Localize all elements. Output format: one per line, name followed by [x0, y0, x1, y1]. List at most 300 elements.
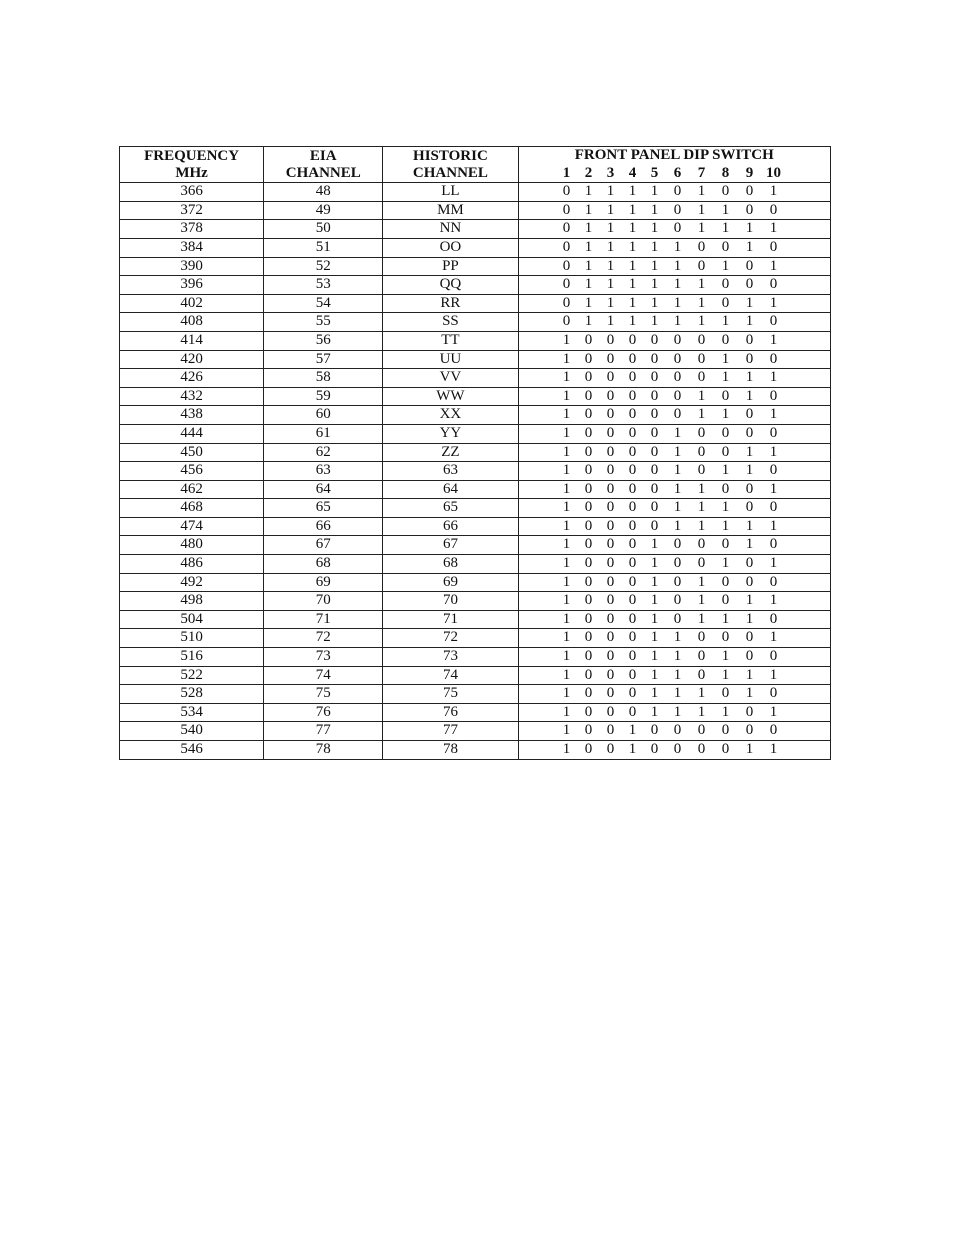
dip-group-1: [556, 667, 666, 685]
dip-bit: 0: [584, 555, 593, 572]
dip-bit: 0: [628, 462, 637, 479]
dip-bit: 0: [562, 313, 571, 330]
dip-bit: 0: [650, 722, 659, 739]
table-row: [120, 648, 831, 667]
eia-channel-cell: 64: [264, 480, 383, 499]
dip-bit: 1: [628, 257, 637, 274]
dip-group-1: [556, 536, 666, 554]
dip-bit: 1: [673, 462, 682, 479]
dip-bit: 1: [697, 610, 706, 627]
dip-group-2: [666, 592, 786, 610]
dip-bit: 0: [745, 201, 754, 218]
dip-bit: 0: [650, 443, 659, 460]
dip-switch-cell: [518, 294, 830, 313]
eia-channel-cell: 63: [264, 462, 383, 481]
dip-switch-cell: [518, 666, 830, 685]
frequency-cell: 396: [120, 276, 264, 295]
table-row: [120, 573, 831, 592]
dip-bit: 0: [650, 350, 659, 367]
dip-bit: 1: [697, 406, 706, 423]
dip-bit: 1: [745, 592, 754, 609]
eia-channel-cell: 73: [264, 648, 383, 667]
dip-number-row: [519, 165, 830, 182]
dip-group-2: [666, 351, 786, 369]
dip-bit: 1: [584, 257, 593, 274]
dip-bits: [519, 648, 830, 666]
dip-bit: 0: [721, 592, 730, 609]
historic-channel-cell: 67: [383, 536, 518, 555]
dip-bit: 1: [628, 220, 637, 237]
dip-bits: [519, 741, 830, 759]
dip-bit: 0: [745, 276, 754, 293]
dip-switch-cell: [518, 406, 830, 425]
dip-bit: 0: [697, 257, 706, 274]
dip-bit: 0: [584, 424, 593, 441]
historic-channel-cell: 72: [383, 629, 518, 648]
dip-bit: 1: [606, 238, 615, 255]
dip-switch-cell: [518, 536, 830, 555]
dip-bit: 0: [721, 387, 730, 404]
dip-bit: 0: [769, 350, 778, 367]
dip-bit: 1: [745, 741, 754, 757]
dip-bit: 0: [745, 555, 754, 572]
dip-group-2: [666, 499, 786, 517]
dip-bit: 1: [562, 555, 571, 572]
historic-channel-cell: 64: [383, 480, 518, 499]
dip-bit: 1: [606, 257, 615, 274]
dip-bit: 1: [606, 294, 615, 311]
dip-bit: 0: [584, 703, 593, 720]
dip-bit: 1: [721, 220, 730, 237]
dip-bit: 0: [628, 666, 637, 683]
dip-bit: 1: [650, 610, 659, 627]
dip-bit: 0: [606, 722, 615, 739]
dip-group-2: [666, 220, 786, 238]
frequency-cell: 504: [120, 610, 264, 629]
dip-bit: 1: [673, 629, 682, 646]
dip-bit: 1: [745, 387, 754, 404]
eia-channel-cell: 76: [264, 703, 383, 722]
dip-switch-cell: [518, 722, 830, 741]
dip-switch-cell: [518, 648, 830, 667]
dip-bits: [519, 220, 830, 238]
dip-bit: 1: [673, 443, 682, 460]
dip-bit: 0: [769, 238, 778, 255]
dip-bits: [519, 518, 830, 536]
dip-bit: 0: [606, 369, 615, 386]
dip-bit: 0: [650, 406, 659, 423]
dip-bits: [519, 351, 830, 369]
frequency-cell: 384: [120, 238, 264, 257]
dip-bit: 1: [721, 555, 730, 572]
eia-channel-cell: 74: [264, 666, 383, 685]
historic-channel-cell: 73: [383, 648, 518, 667]
dip-bit: 0: [769, 499, 778, 516]
dip-bit: 0: [562, 294, 571, 311]
dip-bit: 1: [745, 313, 754, 330]
dip-bit: 0: [628, 369, 637, 386]
dip-bit: 1: [697, 703, 706, 720]
dip-bits: [519, 388, 830, 406]
dip-bit: 0: [606, 685, 615, 702]
dip-bit: 0: [697, 741, 706, 757]
table-row: [120, 666, 831, 685]
historic-channel-cell: XX: [383, 406, 518, 425]
eia-channel-cell: 66: [264, 517, 383, 536]
eia-channel-cell: 72: [264, 629, 383, 648]
dip-bits: [519, 536, 830, 554]
dip-bit: 0: [562, 257, 571, 274]
dip-bit: 1: [673, 313, 682, 330]
table-row: [120, 443, 831, 462]
dip-bit: 0: [606, 424, 615, 441]
dip-switch-cell: [518, 443, 830, 462]
dip-bit: 1: [562, 722, 571, 739]
dip-group-1: [556, 220, 666, 238]
dip-bit: 1: [628, 201, 637, 218]
dip-group-1: [556, 741, 666, 759]
dip-group-1: [556, 704, 666, 722]
dip-bit: 0: [606, 555, 615, 572]
dip-bit: 0: [769, 462, 778, 479]
table-row: [120, 536, 831, 555]
dip-bit: 0: [628, 573, 637, 590]
dip-switch-cell: [518, 238, 830, 257]
frequency-cell: 408: [120, 313, 264, 332]
dip-bit: 0: [606, 406, 615, 423]
dip-bit: 0: [769, 313, 778, 330]
historic-channel-cell: 65: [383, 499, 518, 518]
dip-switch-header: [518, 147, 830, 165]
dip-bit: 1: [697, 387, 706, 404]
dip-bit: 1: [721, 201, 730, 218]
dip-bit: 0: [721, 183, 730, 200]
dip-bit: 0: [650, 517, 659, 534]
dip-switch-cell: [518, 369, 830, 388]
historic-channel-cell: ZZ: [383, 443, 518, 462]
dip-bit: 0: [673, 387, 682, 404]
dip-bit: 0: [628, 592, 637, 609]
dip-bit: 0: [721, 276, 730, 293]
dip-bit: 1: [697, 592, 706, 609]
frequency-cell: 372: [120, 201, 264, 220]
dip-bits: [519, 462, 830, 480]
frequency-cell: 468: [120, 499, 264, 518]
dip-group-2: [666, 685, 786, 703]
dip-bit: 1: [562, 369, 571, 386]
dip-bit: 1: [650, 592, 659, 609]
dip-bit: 1: [745, 443, 754, 460]
dip-bit: 1: [745, 536, 754, 553]
dip-bit: 1: [584, 201, 593, 218]
dip-group-1: [556, 258, 666, 276]
dip-switch-cell: [518, 424, 830, 443]
dip-switch-cell: [518, 592, 830, 611]
dip-bit: 1: [562, 517, 571, 534]
dip-bits: [519, 481, 830, 499]
table-row: [120, 722, 831, 741]
eia-channel-cell: 56: [264, 331, 383, 350]
dip-bit: 1: [721, 666, 730, 683]
dip-bit: 0: [650, 499, 659, 516]
table-row: [120, 276, 831, 295]
historic-channel-cell: OO: [383, 238, 518, 257]
dip-bit: 1: [562, 462, 571, 479]
dip-bit: 1: [650, 648, 659, 665]
dip-bit: 1: [745, 685, 754, 702]
dip-group-2: [666, 369, 786, 387]
historic-channel-cell: 71: [383, 610, 518, 629]
dip-bits: [519, 555, 830, 573]
dip-bit: 0: [769, 685, 778, 702]
dip-bit: 1: [628, 183, 637, 200]
eia-channel-header: [264, 147, 383, 183]
table-row: [120, 610, 831, 629]
dip-bit: 1: [721, 406, 730, 423]
dip-number: 8: [721, 164, 730, 181]
dip-bit: 0: [584, 462, 593, 479]
dip-bit: 0: [673, 183, 682, 200]
dip-bit: 0: [606, 331, 615, 348]
dip-group-2: [666, 611, 786, 629]
eia-channel-cell: 49: [264, 201, 383, 220]
dip-switch-cell: [518, 499, 830, 518]
frequency-cell: 522: [120, 666, 264, 685]
dip-bit: 0: [584, 536, 593, 553]
dip-group-1: [556, 388, 666, 406]
dip-bit: 0: [650, 741, 659, 757]
dip-bit: 1: [628, 276, 637, 293]
dip-bit: 1: [650, 294, 659, 311]
dip-switch-cell: [518, 257, 830, 276]
dip-bit: 0: [745, 629, 754, 646]
table-row: [120, 406, 831, 425]
eia-channel-cell: 51: [264, 238, 383, 257]
dip-bit: 0: [584, 741, 593, 757]
dip-bits: [519, 611, 830, 629]
dip-group-1: [556, 239, 666, 257]
dip-group-1: [556, 425, 666, 443]
eia-channel-cell: 67: [264, 536, 383, 555]
dip-group-2: [666, 518, 786, 536]
dip-bit: 1: [628, 313, 637, 330]
eia-channel-cell: 69: [264, 573, 383, 592]
dip-switch-cell: [518, 517, 830, 536]
dip-bit: 0: [584, 369, 593, 386]
dip-group-1: [556, 648, 666, 666]
historic-header-line2: CHANNEL: [412, 164, 488, 181]
frequency-cell: 420: [120, 350, 264, 369]
dip-bits: [519, 629, 830, 647]
dip-bits: [519, 406, 830, 424]
dip-switch-cell: [518, 183, 830, 202]
dip-bit: 0: [697, 555, 706, 572]
dip-switch-cell: [518, 703, 830, 722]
dip-bit: 1: [650, 555, 659, 572]
dip-bit: 0: [745, 573, 754, 590]
dip-group-1: [556, 313, 666, 331]
dip-bit: 0: [584, 573, 593, 590]
table-row: [120, 220, 831, 239]
dip-bit: 0: [606, 610, 615, 627]
dip-bit: 0: [584, 629, 593, 646]
frequency-cell: 402: [120, 294, 264, 313]
dip-number: 9: [745, 164, 754, 181]
dip-group-1: [556, 555, 666, 573]
historic-channel-header: [383, 147, 518, 183]
dip-bit: 1: [562, 350, 571, 367]
dip-bit: 1: [769, 592, 778, 609]
dip-bit: 1: [769, 183, 778, 200]
frequency-cell: 390: [120, 257, 264, 276]
eia-header-line2: CHANNEL: [285, 164, 361, 181]
dip-bits: [519, 667, 830, 685]
historic-channel-cell: UU: [383, 350, 518, 369]
historic-channel-cell: WW: [383, 387, 518, 406]
table-row: [120, 257, 831, 276]
dip-bit: 0: [606, 666, 615, 683]
dip-bit: 1: [562, 387, 571, 404]
dip-bit: 1: [673, 648, 682, 665]
dip-bit: 1: [650, 238, 659, 255]
dip-bits: [519, 295, 830, 313]
dip-bits: [519, 722, 830, 740]
dip-bit: 0: [628, 499, 637, 516]
dip-number: 4: [628, 164, 637, 181]
dip-bit: 0: [673, 555, 682, 572]
dip-switch-cell: [518, 573, 830, 592]
dip-bit: 0: [606, 480, 615, 497]
dip-bit: 0: [721, 573, 730, 590]
dip-group-2: [666, 536, 786, 554]
dip-group-1: [556, 462, 666, 480]
dip-group-2: [666, 183, 786, 201]
frequency-cell: 546: [120, 741, 264, 760]
dip-bit: 1: [562, 573, 571, 590]
table-row: [120, 462, 831, 481]
frequency-cell: 540: [120, 722, 264, 741]
frequency-cell: 510: [120, 629, 264, 648]
dip-bit: 0: [673, 592, 682, 609]
table-row: [120, 387, 831, 406]
dip-bit: 1: [650, 313, 659, 330]
historic-channel-cell: 74: [383, 666, 518, 685]
dip-switch-cell: [518, 313, 830, 332]
dip-group-1: [556, 592, 666, 610]
frequency-cell: 480: [120, 536, 264, 555]
dip-bit: 0: [721, 238, 730, 255]
frequency-cell: 444: [120, 424, 264, 443]
dip-bit: 1: [584, 238, 593, 255]
dip-bit: 0: [769, 722, 778, 739]
dip-bit: 1: [697, 573, 706, 590]
dip-bit: 1: [769, 480, 778, 497]
eia-channel-cell: 59: [264, 387, 383, 406]
table-row: [120, 424, 831, 443]
dip-bit: 1: [721, 703, 730, 720]
eia-channel-cell: 77: [264, 722, 383, 741]
historic-channel-cell: 75: [383, 685, 518, 704]
dip-bit: 0: [628, 517, 637, 534]
dip-bit: 1: [628, 722, 637, 739]
dip-bit: 0: [606, 462, 615, 479]
dip-bit: 0: [721, 331, 730, 348]
dip-group-2: [666, 313, 786, 331]
dip-bit: 1: [769, 294, 778, 311]
dip-bit: 1: [697, 685, 706, 702]
dip-bit: 1: [721, 350, 730, 367]
dip-bit: 0: [673, 369, 682, 386]
dip-switch-cell: [518, 741, 830, 760]
dip-bit: 0: [584, 610, 593, 627]
dip-bit: 0: [721, 685, 730, 702]
dip-switch-cell: [518, 201, 830, 220]
eia-channel-cell: 65: [264, 499, 383, 518]
table-body: [120, 183, 831, 759]
dip-bit: 0: [673, 573, 682, 590]
dip-group-1: [556, 295, 666, 313]
dip-bit: 0: [673, 220, 682, 237]
dip-bit: 0: [650, 424, 659, 441]
dip-bit: 1: [606, 201, 615, 218]
dip-bit: 1: [606, 313, 615, 330]
dip-bit: 1: [769, 555, 778, 572]
dip-bit: 0: [584, 443, 593, 460]
dip-bit: 1: [606, 220, 615, 237]
dip-bit: 1: [697, 276, 706, 293]
dip-switch-cell: [518, 350, 830, 369]
dip-group-1: [556, 518, 666, 536]
historic-channel-cell: 69: [383, 573, 518, 592]
historic-channel-cell: 70: [383, 592, 518, 611]
dip-switch-numbers: [518, 165, 830, 183]
dip-bit: 1: [769, 443, 778, 460]
dip-bit: 0: [673, 406, 682, 423]
table-row: [120, 350, 831, 369]
dip-bit: 1: [745, 517, 754, 534]
frequency-cell: 492: [120, 573, 264, 592]
dip-bit: 1: [650, 257, 659, 274]
dip-bit: 0: [628, 610, 637, 627]
dip-bit: 0: [721, 629, 730, 646]
dip-bit: 0: [697, 536, 706, 553]
dip-number: 2: [584, 164, 593, 181]
dip-number-group-1: [556, 165, 666, 182]
dip-bit: 0: [721, 722, 730, 739]
dip-group-1: [556, 406, 666, 424]
table-row: [120, 555, 831, 574]
dip-bit: 0: [745, 406, 754, 423]
dip-group-1: [556, 276, 666, 294]
dip-bit: 1: [673, 517, 682, 534]
dip-number: 5: [650, 164, 659, 181]
dip-bit: 1: [745, 220, 754, 237]
dip-number: 1: [562, 164, 571, 181]
dip-bit: 1: [673, 480, 682, 497]
frequency-cell: 450: [120, 443, 264, 462]
dip-bit: 1: [769, 257, 778, 274]
dip-bit: 0: [745, 331, 754, 348]
dip-bit: 1: [769, 220, 778, 237]
dip-bit: 0: [745, 350, 754, 367]
dip-bit: 0: [628, 350, 637, 367]
dip-bit: 0: [606, 499, 615, 516]
dip-number-group-2: [666, 165, 786, 182]
eia-channel-cell: 50: [264, 220, 383, 239]
table-header: [120, 147, 831, 183]
dip-bit: 0: [721, 741, 730, 757]
dip-bit: 1: [769, 741, 778, 757]
